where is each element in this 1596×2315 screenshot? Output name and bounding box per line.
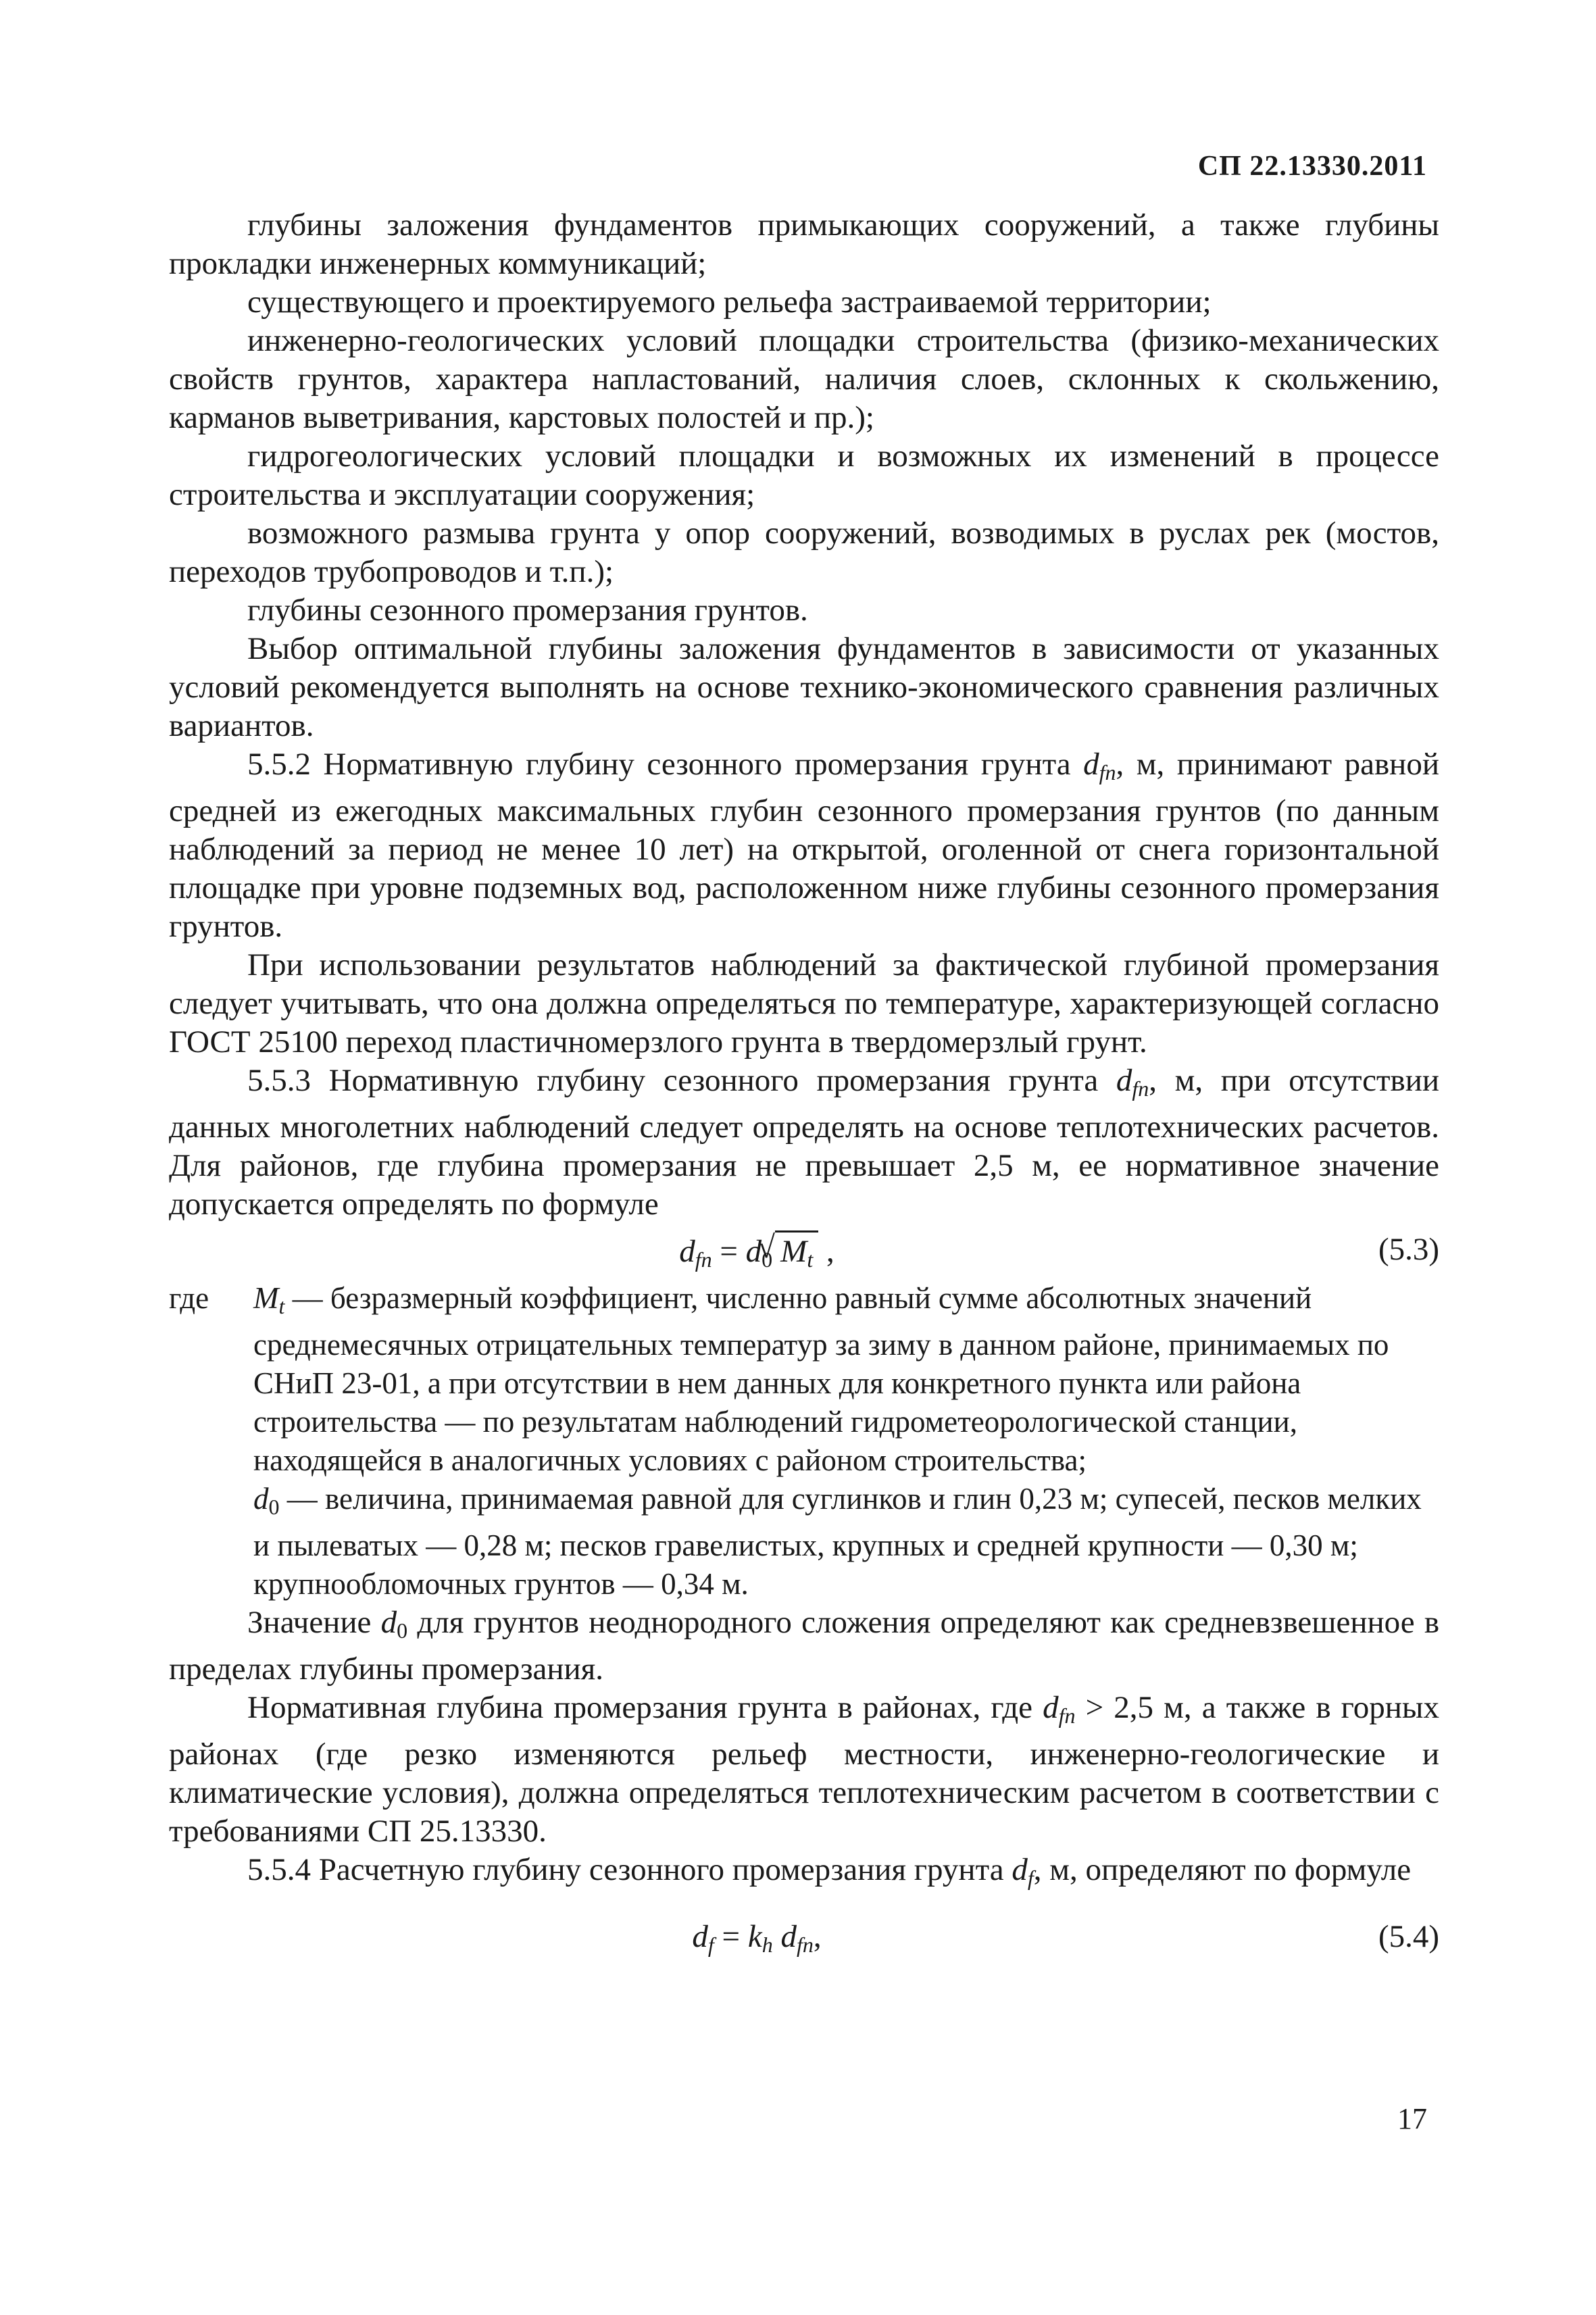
formula-number: (5.3) [1378,1232,1439,1267]
formula-5-4 [169,1912,1439,1965]
paragraph: возможного размыва грунта у опор сооружений, возводимых в руслах рек (мостов, переходов трубопроводов и т.п.); [169,516,1439,589]
symbol-d-fn: $d_{fn}$ [1116,1063,1149,1101]
formula-expression: $d_{fn} = d_0√$ $M_t$ , [679,1225,834,1279]
sqrt-symbol: √ $M_t$ [775,1230,818,1279]
paragraph: Значение $d_0$ для грунтов неоднородного сложения определяют как средневзвешенное в пределах глубины промерзания. [169,1605,1440,1687]
definitions [169,1279,1439,1603]
clause-5-5-2: 5.5.2 Нормативную глубину сезонного промерзания грунта $d_{fn}$, м, принимают равной средней из ежегодных максимальных глубин сезонного промерзания грунтов (по данным наблюдений за период не менее 10 лет) на открытой, оголенной от снега горизонтальной площадке при уровне подземных вод, расположенном ниже глубины сезонного промерзания грунтов. [169,747,1439,944]
body-text [169,206,1439,1966]
formula-number: (5.4) [1378,1919,1439,1954]
symbol-d-fn: $d_{fn}$ [1083,747,1116,785]
paragraph: глубины сезонного промерзания грунтов. [247,593,808,628]
formula-expression: $d_f = k_h$ $d_{fn}$, [692,1919,822,1957]
paragraph: Выбор оптимальной глубины заложения фундаментов в зависимости от указанных условий рекомендуется выполнять на основе технико-экономического сравнения различных вариантов. [169,631,1439,743]
paragraph: глубины заложения фундаментов примыкающих сооружений, а также глубины прокладки инженерных коммуникаций; [169,207,1439,281]
page-number: 17 [1397,2102,1427,2135]
definition-mt: где $M_t$ — безразмерный коэффициент, численно равный сумме абсолютных значений среднемесячных отрицательных температур за зиму в данном районе, принимаемых по СНиП 23-01, а при отсутствии в нем данных для конкретного пункта или района строительства — по результатам наблюдений гидрометеорологической станции, находящейся в аналогичных условиях с районом строительства; [169,1281,1389,1477]
paragraph: инженерно-геологических условий площадки строительства (физико-механических свойств грунтов, характера напластований, наличия слоев, склонных к скольжению, карманов выветривания, карстовых полостей и пр.); [169,323,1439,435]
paragraph: существующего и проектируемого рельефа застраиваемой территории; [247,284,1212,320]
clause-5-5-4: 5.5.4 Расчетную глубину сезонного промерзания грунта $d_f$, м, определяют по формуле [247,1852,1412,1890]
definition-d0: $d_0$ — величина, принимаемая равной для суглинков и глин 0,23 м; супесей, песков мелких и пылеватых — 0,28 м; песков гравелистых, крупных и средней крупности — 0,30 м; крупнообломочных грунтов — 0,34 м. [253,1482,1422,1601]
clause-5-5-3: 5.5.3 Нормативную глубину сезонного промерзания грунта $d_{fn}$, м, при отсутствии данных многолетних наблюдений следует определять на основе теплотехнических расчетов. Для районов, где глубина промерзания не превышает 2,5 м, ее нормативное значение допускается определять по формуле [169,1063,1440,1222]
document-code-header: СП 22.13330.2011 [1197,151,1427,182]
paragraph: гидрогеологических условий площадки и возможных их изменений в процессе строительства и эксплуатации сооружения; [169,439,1439,512]
formula-5-3 [169,1225,1439,1278]
paragraph: Нормативная глубина промерзания грунта в районах, где $d_{fn} > 2,5$ м, а также в горных районах (где резко изменяются рельеф местности, инженерно-геологические и климатические условия), должна определяться теплотехническим расчетом в соответствии с требованиями СП 25.13330. [169,1690,1439,1849]
paragraph: При использовании результатов наблюдений за фактической глубиной промерзания следует учитывать, что она должна определяться по температуре, характеризующей согласно ГОСТ 25100 переход пластичномерзлого грунта в твердомерзлый грунт. [169,947,1439,1060]
